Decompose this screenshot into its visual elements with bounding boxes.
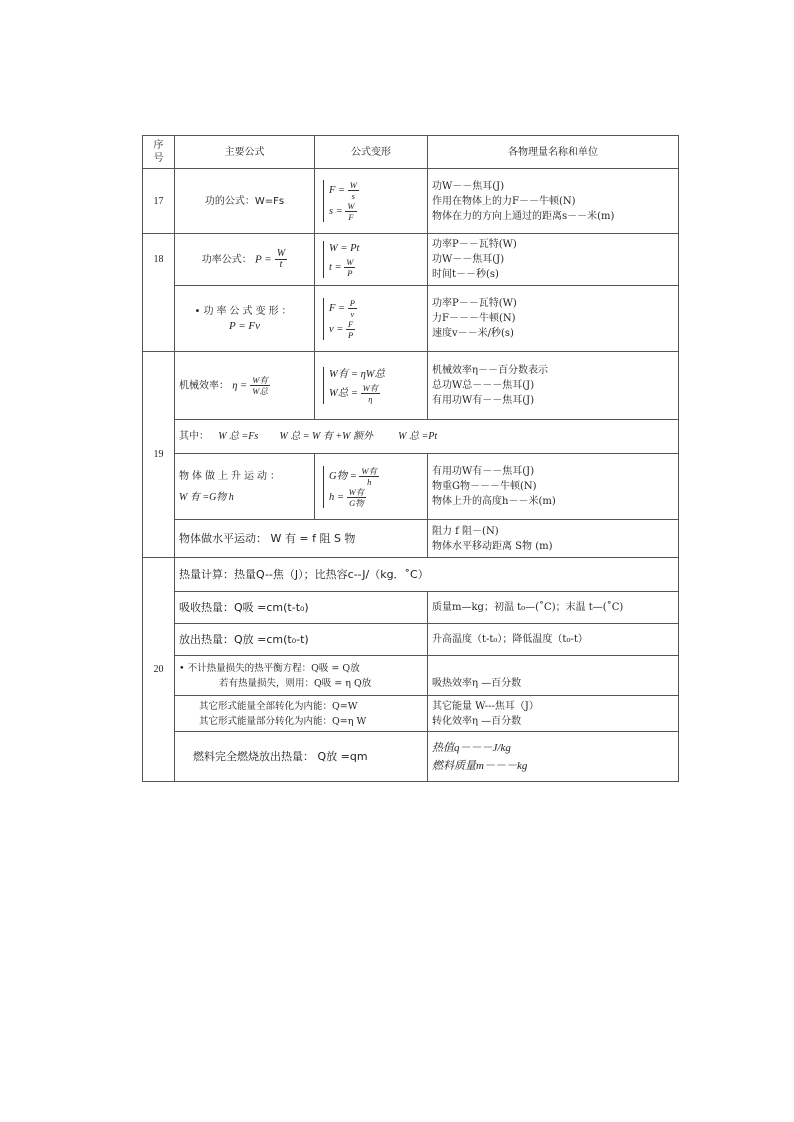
units-cell: 功W－－焦耳(J) 作用在物体上的力F－－牛顿(N) 物体在力的方向上通过的距离s－－米(m) (428, 169, 679, 234)
table-row (143, 592, 679, 624)
units-cell: 吸热效率η —百分数 (428, 656, 679, 696)
formula-efficiency-notes: 其中： W 总 =Fs W 总 = W 有 +W 额外 W 总 =Pt (175, 420, 679, 454)
units-cell: 热值q－－－J/kg 燃料质量m－－－kg (428, 732, 679, 782)
formula-efficiency: 机械效率： η = $\frac{\text{W有}}{\text{W总}}$ (175, 352, 315, 420)
heat-absorbed: 吸收热量：Q吸 =cm(t-t₀) (175, 592, 428, 624)
table-row (143, 169, 679, 234)
units-cell: 阻力 f 阻－(N) 物体水平移动距离 S物 (m) (428, 520, 679, 558)
fuel-combustion: 燃料完全燃烧放出热量： Q放 =qm (175, 732, 428, 782)
units-cell: 功率P－－瓦特(W) 功W－－焦耳(J) 时间t－－秒(s) (428, 234, 679, 286)
units-cell: 升高温度（t-t₀）；降低温度（t₀-t） (428, 624, 679, 656)
header-variant: 公式变形 (315, 136, 428, 169)
table-row (143, 624, 679, 656)
table-row (143, 420, 679, 454)
table-row (143, 656, 679, 696)
heat-released: 放出热量：Q放 =cm(t₀-t) (175, 624, 428, 656)
formula-sheet (142, 135, 678, 782)
table-header (143, 136, 679, 169)
formula-variants: F = $\frac{P}{v}$ v = $\frac{F}{P}$ (315, 286, 428, 352)
header-units: 各物理量名称和单位 (428, 136, 679, 169)
table-row (143, 520, 679, 558)
table-row (143, 234, 679, 286)
energy-conversion: 其它形式能量全部转化为内能：Q=W 其它形式能量部分转化为内能：Q=η W (175, 696, 428, 732)
table-row (143, 558, 679, 592)
formula-power-variant: •功率公式变形： P = Fv (175, 286, 315, 352)
row-number: 18 (143, 234, 175, 352)
formula-power: 功率公式： P = $\frac{W}{t}$ (175, 234, 315, 286)
row-number: 20 (143, 558, 175, 782)
formula-table (142, 135, 679, 782)
formula-variants: G物 = $\frac{\text{W有}}{h}$ h = $\frac{\text{W有}}{\text{G物}}$ (315, 454, 428, 520)
table-row (143, 286, 679, 352)
units-cell: 质量m—kg；初温 t₀—(˚C)；末温 t—(˚C) (428, 592, 679, 624)
units-cell: 机械效率η－－百分数表示 总功W总－－－焦耳(J) 有用功W有－－焦耳(J) (428, 352, 679, 420)
table-row (143, 454, 679, 520)
formula-work: 功的公式：W=Fs (175, 169, 315, 234)
formula-horizontal: 物体做水平运动： W 有 = f 阻 S 物 (175, 520, 428, 558)
units-cell: 功率P－－瓦特(W) 力F－－－牛顿(N) 速度v－－米/秒(s) (428, 286, 679, 352)
heat-balance: • 不计热量损失的热平衡方程：Q吸 = Q放 若有热量损失，则用：Q吸 = η Q放 (175, 656, 428, 696)
heat-calc: 热量计算：热量Q--焦（J）；比热容c--J/（kg．˚C） (175, 558, 679, 592)
table-row (143, 732, 679, 782)
units-cell: 其它能量 W---焦耳（J） 转化效率η —百分数 (428, 696, 679, 732)
header-no: 序号 (143, 136, 175, 169)
formula-variants: W有 = ηW总 W总 = $\frac{\text{W有}}{\eta}$ (315, 352, 428, 420)
header-formula: 主要公式 (175, 136, 315, 169)
row-number: 19 (143, 352, 175, 558)
formula-variants: W = Pt t = $\frac{W}{P}$ (315, 234, 428, 286)
units-cell: 有用功W有－－焦耳(J) 物重G物－－－牛顿(N) 物体上升的高度h－－米(m) (428, 454, 679, 520)
row-number: 17 (143, 169, 175, 234)
table-row (143, 696, 679, 732)
table-row (143, 352, 679, 420)
formula-lift: 物体做上升运动： W 有 =G物 h (175, 454, 315, 520)
formula-variants: F = $\frac{W}{s}$ s = $\frac{W}{F}$ (315, 169, 428, 234)
